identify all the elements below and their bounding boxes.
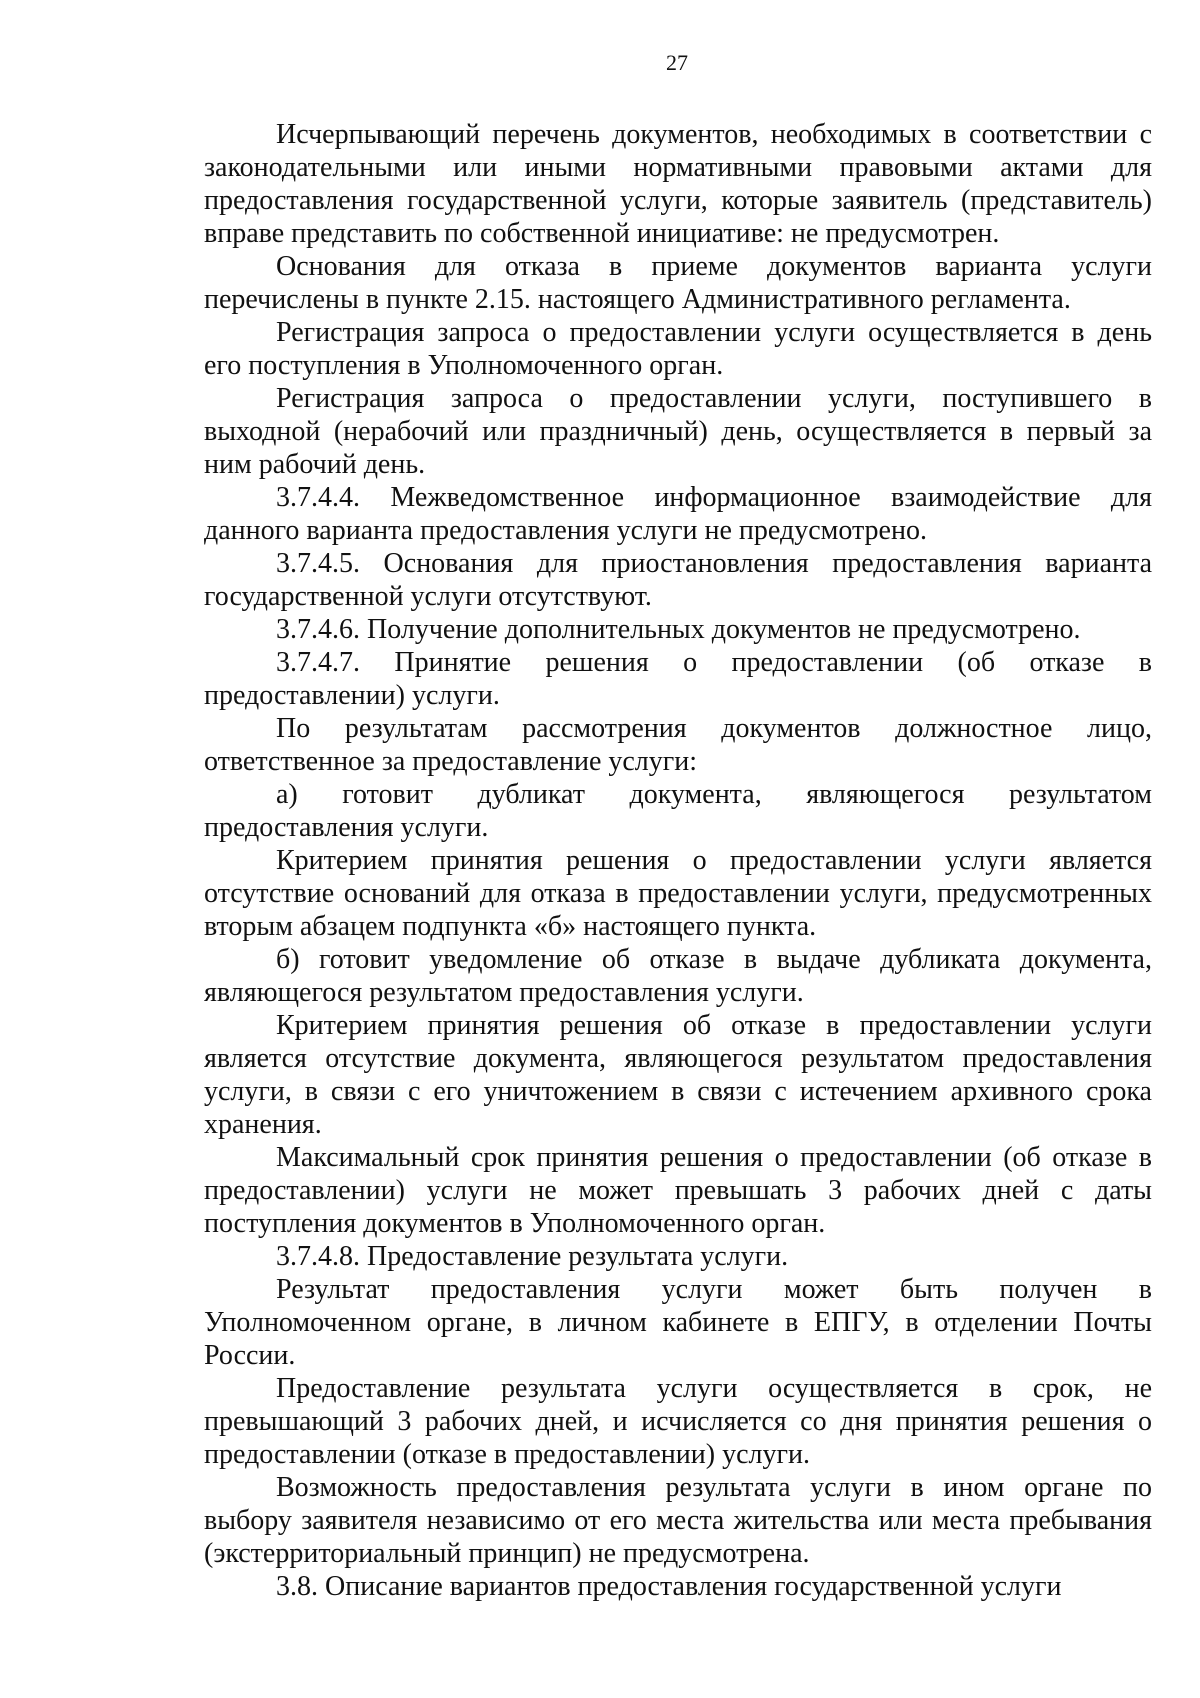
paragraph: 3.7.4.4. Межведомственное информационное взаимодействие для данного варианта предоставления услуги не предусмотрено. bbox=[204, 482, 1152, 546]
paragraph: Регистрация запроса о предоставлении услуги, поступившего в выходной (нерабочий или праздничный) день, осуществляется в первый за ним рабочий день. bbox=[204, 383, 1152, 480]
paragraph: б) готовит уведомление об отказе в выдаче дубликата документа, являющегося результатом предоставления услуги. bbox=[204, 944, 1152, 1008]
paragraph: Максимальный срок принятия решения о предоставлении (об отказе в предоставлении) услуги не может превышать 3 рабочих дней с даты поступления документов в Уполномоченного орган. bbox=[204, 1142, 1152, 1239]
paragraph: Исчерпывающий перечень документов, необходимых в соответствии с законодательными или иными нормативными правовыми актами для предоставления государственной услуги, которые заявитель (представитель) вправе представить по собственной инициативе: не предусмотрен. bbox=[204, 119, 1152, 249]
paragraph: Регистрация запроса о предоставлении услуги осуществляется в день его поступления в Уполномоченного орган. bbox=[204, 317, 1152, 381]
paragraph: Критерием принятия решения о предоставлении услуги является отсутствие оснований для отказа в предоставлении услуги, предусмотренных вторым абзацем подпункта «б» настоящего пункта. bbox=[204, 845, 1152, 942]
paragraph: Возможность предоставления результата услуги в ином органе по выбору заявителя независимо от его места жительства или места пребывания (экстерриториальный принцип) не предусмотрена. bbox=[204, 1472, 1152, 1569]
paragraph: По результатам рассмотрения документов должностное лицо, ответственное за предоставление услуги: bbox=[204, 713, 1152, 777]
document-body bbox=[204, 118, 1152, 1603]
page-number: 27 bbox=[666, 50, 688, 75]
paragraph: Критерием принятия решения об отказе в предоставлении услуги является отсутствие документа, являющегося результатом предоставления услуги, в связи с его уничтожением в связи с истечением архивного срока хранения. bbox=[204, 1010, 1152, 1140]
paragraph: Предоставление результата услуги осуществляется в срок, не превышающий 3 рабочих дней, и исчисляется со дня принятия решения о предоставлении (отказе в предоставлении) услуги. bbox=[204, 1373, 1152, 1470]
paragraph: а) готовит дубликат документа, являющегося результатом предоставления услуги. bbox=[204, 779, 1152, 843]
paragraph: Результат предоставления услуги может быть получен в Уполномоченном органе, в личном кабинете в ЕПГУ, в отделении Почты России. bbox=[204, 1274, 1152, 1371]
paragraph: 3.7.4.5. Основания для приостановления предоставления варианта государственной услуги отсутствуют. bbox=[204, 548, 1152, 612]
paragraph: 3.7.4.8. Предоставление результата услуги. bbox=[276, 1241, 789, 1272]
paragraph: Основания для отказа в приеме документов варианта услуги перечислены в пункте 2.15. настоящего Административного регламента. bbox=[204, 251, 1152, 315]
paragraph: 3.7.4.6. Получение дополнительных документов не предусмотрено. bbox=[276, 614, 1081, 645]
paragraph: 3.8. Описание вариантов предоставления государственной услуги bbox=[276, 1571, 1062, 1602]
paragraph: 3.7.4.7. Принятие решения о предоставлении (об отказе в предоставлении) услуги. bbox=[204, 647, 1152, 711]
